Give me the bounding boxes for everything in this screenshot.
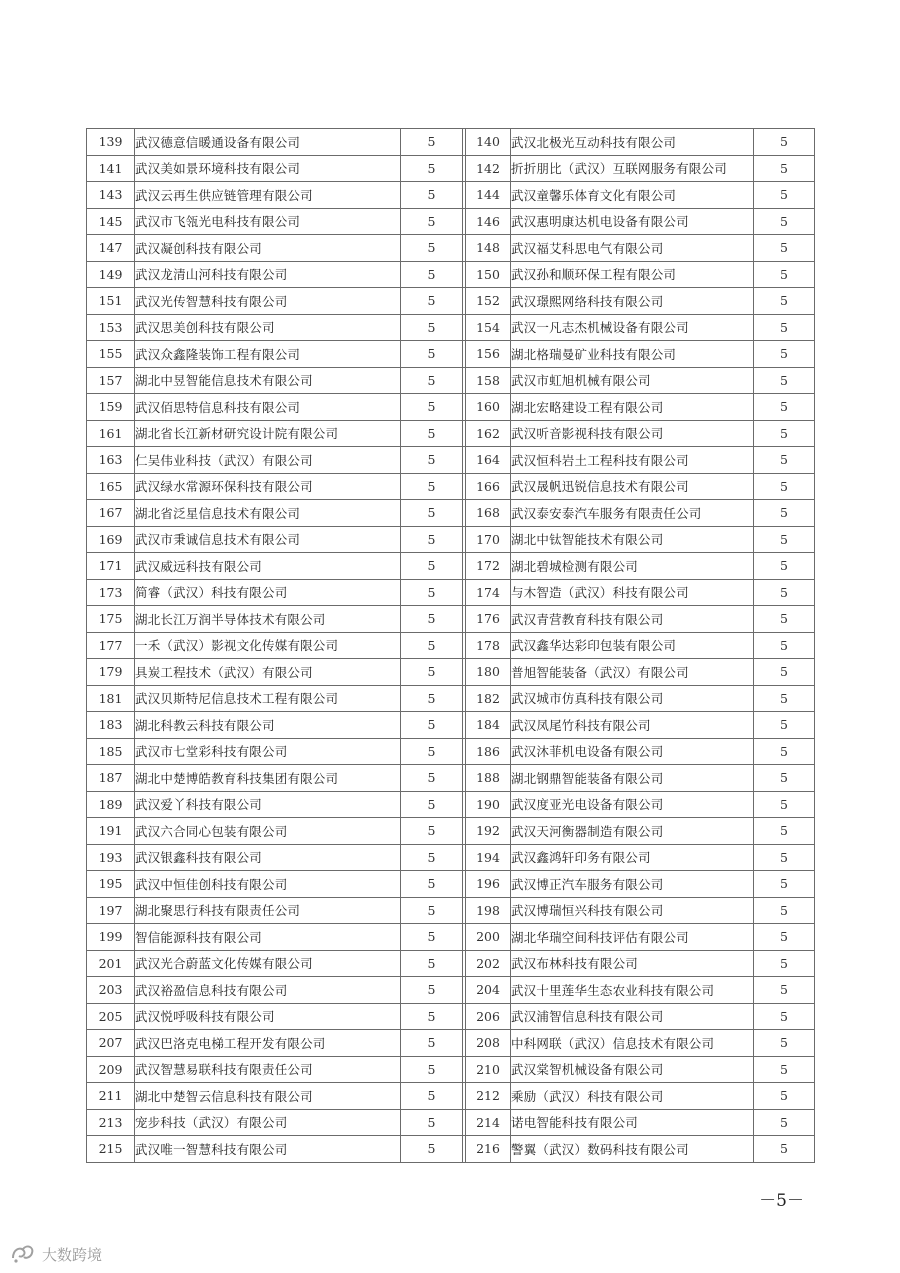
table-row (87, 500, 815, 527)
left-rank-cell: 171 (87, 553, 135, 580)
table-row (87, 1056, 815, 1083)
left-rank-cell: 149 (87, 261, 135, 288)
right-score-cell: 5 (754, 420, 815, 447)
right-company-name-cell: 武汉凤尾竹科技有限公司 (511, 712, 754, 739)
right-rank-cell: 178 (466, 632, 511, 659)
left-rank-cell: 187 (87, 765, 135, 792)
left-rank-cell: 177 (87, 632, 135, 659)
left-rank-cell: 201 (87, 950, 135, 977)
page-number: －5－ (759, 1191, 804, 1211)
left-rank-cell: 139 (87, 129, 135, 156)
right-rank-cell: 192 (466, 818, 511, 845)
left-company-name-cell: 武汉众鑫隆装饰工程有限公司 (135, 341, 401, 368)
left-score-cell: 5 (401, 553, 463, 580)
right-score-cell: 5 (754, 632, 815, 659)
left-score-cell: 5 (401, 924, 463, 951)
left-company-name-cell: 武汉智慧易联科技有限责任公司 (135, 1056, 401, 1083)
left-company-name-cell: 武汉威远科技有限公司 (135, 553, 401, 580)
left-company-name-cell: 武汉绿水常源环保科技有限公司 (135, 473, 401, 500)
left-rank-cell: 157 (87, 367, 135, 394)
left-company-name-cell: 湖北长江万润半导体技术有限公司 (135, 606, 401, 633)
left-company-name-cell: 武汉德意信暖通设备有限公司 (135, 129, 401, 156)
brand-logo-icon (10, 1243, 36, 1265)
left-score-cell: 5 (401, 261, 463, 288)
left-company-name-cell: 湖北科教云科技有限公司 (135, 712, 401, 739)
left-company-name-cell: 武汉中恒佳创科技有限公司 (135, 871, 401, 898)
right-company-name-cell: 中科网联（武汉）信息技术有限公司 (511, 1030, 754, 1057)
right-score-cell: 5 (754, 685, 815, 712)
left-company-name-cell: 武汉龙清山河科技有限公司 (135, 261, 401, 288)
left-company-name-cell: 武汉裕盈信息科技有限公司 (135, 977, 401, 1004)
right-score-cell: 5 (754, 235, 815, 262)
left-score-cell: 5 (401, 394, 463, 421)
right-company-name-cell: 武汉博瑞恒兴科技有限公司 (511, 897, 754, 924)
table-row (87, 897, 815, 924)
right-rank-cell: 164 (466, 447, 511, 474)
left-rank-cell: 205 (87, 1003, 135, 1030)
left-rank-cell: 199 (87, 924, 135, 951)
left-rank-cell: 167 (87, 500, 135, 527)
left-company-name-cell: 仁吴伟业科技（武汉）有限公司 (135, 447, 401, 474)
right-rank-cell: 194 (466, 844, 511, 871)
right-score-cell: 5 (754, 341, 815, 368)
watermark-text: 大数跨境 (42, 1245, 103, 1264)
left-score-cell: 5 (401, 1083, 463, 1110)
left-company-name-cell: 具炭工程技术（武汉）有限公司 (135, 659, 401, 686)
table-row (87, 659, 815, 686)
right-rank-cell: 188 (466, 765, 511, 792)
left-company-name-cell: 武汉思美创科技有限公司 (135, 314, 401, 341)
right-company-name-cell: 武汉璟熙网络科技有限公司 (511, 288, 754, 315)
left-score-cell: 5 (401, 659, 463, 686)
right-rank-cell: 184 (466, 712, 511, 739)
left-rank-cell: 185 (87, 738, 135, 765)
right-company-name-cell: 武汉鑫华达彩印包装有限公司 (511, 632, 754, 659)
table-row (87, 1030, 815, 1057)
left-score-cell: 5 (401, 1003, 463, 1030)
left-rank-cell: 189 (87, 791, 135, 818)
table-body (87, 129, 815, 1163)
right-company-name-cell: 武汉晟帆迅锐信息技术有限公司 (511, 473, 754, 500)
table-row (87, 791, 815, 818)
right-score-cell: 5 (754, 897, 815, 924)
right-score-cell: 5 (754, 712, 815, 739)
table-row (87, 871, 815, 898)
left-rank-cell: 153 (87, 314, 135, 341)
left-rank-cell: 193 (87, 844, 135, 871)
right-company-name-cell: 武汉泰安泰汽车服务有限责任公司 (511, 500, 754, 527)
left-rank-cell: 159 (87, 394, 135, 421)
right-score-cell: 5 (754, 924, 815, 951)
left-company-name-cell: 武汉佰思特信息科技有限公司 (135, 394, 401, 421)
right-company-name-cell: 武汉一凡志杰机械设备有限公司 (511, 314, 754, 341)
right-rank-cell: 142 (466, 155, 511, 182)
table-row (87, 394, 815, 421)
right-score-cell: 5 (754, 447, 815, 474)
watermark (10, 1243, 102, 1265)
right-score-cell: 5 (754, 500, 815, 527)
right-score-cell: 5 (754, 155, 815, 182)
right-company-name-cell: 湖北宏略建设工程有限公司 (511, 394, 754, 421)
right-rank-cell: 200 (466, 924, 511, 951)
right-rank-cell: 198 (466, 897, 511, 924)
left-score-cell: 5 (401, 950, 463, 977)
right-company-name-cell: 诺电智能科技有限公司 (511, 1109, 754, 1136)
right-company-name-cell: 湖北华瑞空间科技评估有限公司 (511, 924, 754, 951)
left-company-name-cell: 武汉贝斯特尼信息技术工程有限公司 (135, 685, 401, 712)
right-company-name-cell: 武汉十里莲华生态农业科技有限公司 (511, 977, 754, 1004)
right-company-name-cell: 武汉恒科岩土工程科技有限公司 (511, 447, 754, 474)
right-score-cell: 5 (754, 1109, 815, 1136)
right-rank-cell: 180 (466, 659, 511, 686)
table-row (87, 606, 815, 633)
right-score-cell: 5 (754, 844, 815, 871)
table-row (87, 712, 815, 739)
table-row (87, 314, 815, 341)
table-row (87, 261, 815, 288)
right-company-name-cell: 武汉童馨乐体育文化有限公司 (511, 182, 754, 209)
left-company-name-cell: 湖北中楚博皓教育科技集团有限公司 (135, 765, 401, 792)
left-rank-cell: 197 (87, 897, 135, 924)
right-score-cell: 5 (754, 1083, 815, 1110)
left-score-cell: 5 (401, 1030, 463, 1057)
left-score-cell: 5 (401, 208, 463, 235)
left-score-cell: 5 (401, 1109, 463, 1136)
left-rank-cell: 163 (87, 447, 135, 474)
right-company-name-cell: 武汉青营教育科技有限公司 (511, 606, 754, 633)
right-score-cell: 5 (754, 1056, 815, 1083)
right-score-cell: 5 (754, 553, 815, 580)
table-row (87, 818, 815, 845)
left-rank-cell: 181 (87, 685, 135, 712)
right-rank-cell: 140 (466, 129, 511, 156)
right-rank-cell: 214 (466, 1109, 511, 1136)
left-company-name-cell: 宠步科技（武汉）有限公司 (135, 1109, 401, 1136)
left-rank-cell: 145 (87, 208, 135, 235)
left-rank-cell: 141 (87, 155, 135, 182)
right-company-name-cell: 普旭智能装备（武汉）有限公司 (511, 659, 754, 686)
left-company-name-cell: 武汉美如景环境科技有限公司 (135, 155, 401, 182)
right-company-name-cell: 湖北钢鼎智能装备有限公司 (511, 765, 754, 792)
table-row (87, 738, 815, 765)
right-company-name-cell: 武汉福艾科思电气有限公司 (511, 235, 754, 262)
right-score-cell: 5 (754, 473, 815, 500)
left-score-cell: 5 (401, 341, 463, 368)
right-company-name-cell: 武汉惠明康达机电设备有限公司 (511, 208, 754, 235)
left-rank-cell: 183 (87, 712, 135, 739)
left-score-cell: 5 (401, 897, 463, 924)
left-company-name-cell: 智信能源科技有限公司 (135, 924, 401, 951)
left-rank-cell: 155 (87, 341, 135, 368)
table-row (87, 208, 815, 235)
left-rank-cell: 147 (87, 235, 135, 262)
table-row (87, 341, 815, 368)
left-rank-cell: 203 (87, 977, 135, 1004)
right-score-cell: 5 (754, 367, 815, 394)
right-company-name-cell: 武汉沐菲机电设备有限公司 (511, 738, 754, 765)
right-company-name-cell: 与木智造（武汉）科技有限公司 (511, 579, 754, 606)
left-score-cell: 5 (401, 1056, 463, 1083)
left-score-cell: 5 (401, 712, 463, 739)
table-row (87, 1136, 815, 1163)
left-company-name-cell: 湖北中楚智云信息科技有限公司 (135, 1083, 401, 1110)
left-score-cell: 5 (401, 606, 463, 633)
table-row (87, 579, 815, 606)
left-rank-cell: 215 (87, 1136, 135, 1163)
right-company-name-cell: 武汉天河衡器制造有限公司 (511, 818, 754, 845)
right-score-cell: 5 (754, 261, 815, 288)
table-row (87, 977, 815, 1004)
left-rank-cell: 211 (87, 1083, 135, 1110)
right-company-name-cell: 武汉北极光互动科技有限公司 (511, 129, 754, 156)
right-score-cell: 5 (754, 871, 815, 898)
table-row (87, 129, 815, 156)
right-score-cell: 5 (754, 182, 815, 209)
right-rank-cell: 166 (466, 473, 511, 500)
right-rank-cell: 206 (466, 1003, 511, 1030)
right-rank-cell: 212 (466, 1083, 511, 1110)
right-company-name-cell: 湖北格瑞曼矿业科技有限公司 (511, 341, 754, 368)
left-rank-cell: 151 (87, 288, 135, 315)
right-company-name-cell: 武汉城市仿真科技有限公司 (511, 685, 754, 712)
right-rank-cell: 196 (466, 871, 511, 898)
left-rank-cell: 173 (87, 579, 135, 606)
right-rank-cell: 170 (466, 526, 511, 553)
left-company-name-cell: 武汉市七堂彩科技有限公司 (135, 738, 401, 765)
table-row (87, 844, 815, 871)
table-row (87, 632, 815, 659)
left-score-cell: 5 (401, 685, 463, 712)
left-company-name-cell: 湖北省长江新材研究设计院有限公司 (135, 420, 401, 447)
table-row (87, 1109, 815, 1136)
right-rank-cell: 208 (466, 1030, 511, 1057)
table-row (87, 1083, 815, 1110)
right-rank-cell: 210 (466, 1056, 511, 1083)
left-score-cell: 5 (401, 473, 463, 500)
right-rank-cell: 176 (466, 606, 511, 633)
right-score-cell: 5 (754, 1136, 815, 1163)
left-score-cell: 5 (401, 500, 463, 527)
table-row (87, 182, 815, 209)
left-score-cell: 5 (401, 871, 463, 898)
right-score-cell: 5 (754, 765, 815, 792)
table-row (87, 553, 815, 580)
left-company-name-cell: 武汉六合同心包装有限公司 (135, 818, 401, 845)
table-row (87, 235, 815, 262)
company-score-table (86, 128, 815, 1163)
right-rank-cell: 216 (466, 1136, 511, 1163)
left-company-name-cell: 武汉银鑫科技有限公司 (135, 844, 401, 871)
right-rank-cell: 204 (466, 977, 511, 1004)
right-company-name-cell: 武汉市虹旭机械有限公司 (511, 367, 754, 394)
left-score-cell: 5 (401, 182, 463, 209)
left-score-cell: 5 (401, 1136, 463, 1163)
right-score-cell: 5 (754, 791, 815, 818)
left-company-name-cell: 湖北聚思行科技有限责任公司 (135, 897, 401, 924)
right-score-cell: 5 (754, 606, 815, 633)
left-score-cell: 5 (401, 447, 463, 474)
right-rank-cell: 182 (466, 685, 511, 712)
right-score-cell: 5 (754, 526, 815, 553)
table-row (87, 155, 815, 182)
right-score-cell: 5 (754, 314, 815, 341)
left-score-cell: 5 (401, 420, 463, 447)
right-company-name-cell: 武汉博正汽车服务有限公司 (511, 871, 754, 898)
right-company-name-cell: 折折朋比（武汉）互联网服务有限公司 (511, 155, 754, 182)
left-company-name-cell: 武汉巴洛克电梯工程开发有限公司 (135, 1030, 401, 1057)
right-company-name-cell: 武汉棠智机械设备有限公司 (511, 1056, 754, 1083)
right-rank-cell: 150 (466, 261, 511, 288)
left-company-name-cell: 湖北省泛星信息技术有限公司 (135, 500, 401, 527)
left-company-name-cell: 武汉市秉诚信息技术有限公司 (135, 526, 401, 553)
table-row (87, 924, 815, 951)
left-rank-cell: 209 (87, 1056, 135, 1083)
left-company-name-cell: 一禾（武汉）影视文化传媒有限公司 (135, 632, 401, 659)
table-row (87, 288, 815, 315)
left-score-cell: 5 (401, 288, 463, 315)
right-company-name-cell: 武汉鑫鸿轩印务有限公司 (511, 844, 754, 871)
left-company-name-cell: 武汉唯一智慧科技有限公司 (135, 1136, 401, 1163)
right-score-cell: 5 (754, 738, 815, 765)
table-row (87, 765, 815, 792)
left-company-name-cell: 武汉爱丫科技有限公司 (135, 791, 401, 818)
left-company-name-cell: 武汉云再生供应链管理有限公司 (135, 182, 401, 209)
left-rank-cell: 175 (87, 606, 135, 633)
left-company-name-cell: 武汉凝创科技有限公司 (135, 235, 401, 262)
left-score-cell: 5 (401, 579, 463, 606)
right-score-cell: 5 (754, 950, 815, 977)
left-score-cell: 5 (401, 818, 463, 845)
left-score-cell: 5 (401, 235, 463, 262)
left-company-name-cell: 武汉悦呼吸科技有限公司 (135, 1003, 401, 1030)
right-score-cell: 5 (754, 818, 815, 845)
left-score-cell: 5 (401, 155, 463, 182)
right-score-cell: 5 (754, 288, 815, 315)
right-company-name-cell: 警翼（武汉）数码科技有限公司 (511, 1136, 754, 1163)
right-score-cell: 5 (754, 208, 815, 235)
table-row (87, 526, 815, 553)
left-rank-cell: 143 (87, 182, 135, 209)
right-company-name-cell: 武汉浦智信息科技有限公司 (511, 1003, 754, 1030)
right-rank-cell: 186 (466, 738, 511, 765)
left-score-cell: 5 (401, 977, 463, 1004)
right-rank-cell: 162 (466, 420, 511, 447)
left-rank-cell: 191 (87, 818, 135, 845)
right-rank-cell: 172 (466, 553, 511, 580)
right-rank-cell: 158 (466, 367, 511, 394)
right-company-name-cell: 湖北碧城检测有限公司 (511, 553, 754, 580)
left-score-cell: 5 (401, 844, 463, 871)
left-rank-cell: 165 (87, 473, 135, 500)
left-company-name-cell: 湖北中昱智能信息技术有限公司 (135, 367, 401, 394)
right-rank-cell: 144 (466, 182, 511, 209)
right-rank-cell: 174 (466, 579, 511, 606)
left-score-cell: 5 (401, 129, 463, 156)
right-company-name-cell: 武汉听音影视科技有限公司 (511, 420, 754, 447)
right-score-cell: 5 (754, 394, 815, 421)
left-rank-cell: 195 (87, 871, 135, 898)
table-row (87, 447, 815, 474)
left-score-cell: 5 (401, 526, 463, 553)
right-score-cell: 5 (754, 129, 815, 156)
left-score-cell: 5 (401, 314, 463, 341)
left-score-cell: 5 (401, 367, 463, 394)
left-score-cell: 5 (401, 765, 463, 792)
right-rank-cell: 146 (466, 208, 511, 235)
left-company-name-cell: 武汉光合蔚蓝文化传媒有限公司 (135, 950, 401, 977)
right-company-name-cell: 湖北中钛智能技术有限公司 (511, 526, 754, 553)
table-row (87, 420, 815, 447)
left-rank-cell: 169 (87, 526, 135, 553)
right-rank-cell: 156 (466, 341, 511, 368)
right-company-name-cell: 武汉布林科技有限公司 (511, 950, 754, 977)
left-company-name-cell: 简睿（武汉）科技有限公司 (135, 579, 401, 606)
right-score-cell: 5 (754, 1003, 815, 1030)
left-rank-cell: 161 (87, 420, 135, 447)
right-rank-cell: 202 (466, 950, 511, 977)
table-row (87, 950, 815, 977)
right-rank-cell: 168 (466, 500, 511, 527)
left-company-name-cell: 武汉市飞瓴光电科技有限公司 (135, 208, 401, 235)
right-rank-cell: 160 (466, 394, 511, 421)
right-rank-cell: 190 (466, 791, 511, 818)
left-score-cell: 5 (401, 791, 463, 818)
right-score-cell: 5 (754, 977, 815, 1004)
right-rank-cell: 152 (466, 288, 511, 315)
right-score-cell: 5 (754, 579, 815, 606)
right-score-cell: 5 (754, 659, 815, 686)
left-rank-cell: 207 (87, 1030, 135, 1057)
table-row (87, 367, 815, 394)
right-company-name-cell: 武汉孙和顺环保工程有限公司 (511, 261, 754, 288)
left-rank-cell: 179 (87, 659, 135, 686)
left-company-name-cell: 武汉光传智慧科技有限公司 (135, 288, 401, 315)
right-rank-cell: 154 (466, 314, 511, 341)
right-score-cell: 5 (754, 1030, 815, 1057)
right-company-name-cell: 乘励（武汉）科技有限公司 (511, 1083, 754, 1110)
left-rank-cell: 213 (87, 1109, 135, 1136)
table-row (87, 473, 815, 500)
left-score-cell: 5 (401, 738, 463, 765)
table-row (87, 1003, 815, 1030)
right-rank-cell: 148 (466, 235, 511, 262)
left-score-cell: 5 (401, 632, 463, 659)
table-row (87, 685, 815, 712)
right-company-name-cell: 武汉度亚光电设备有限公司 (511, 791, 754, 818)
